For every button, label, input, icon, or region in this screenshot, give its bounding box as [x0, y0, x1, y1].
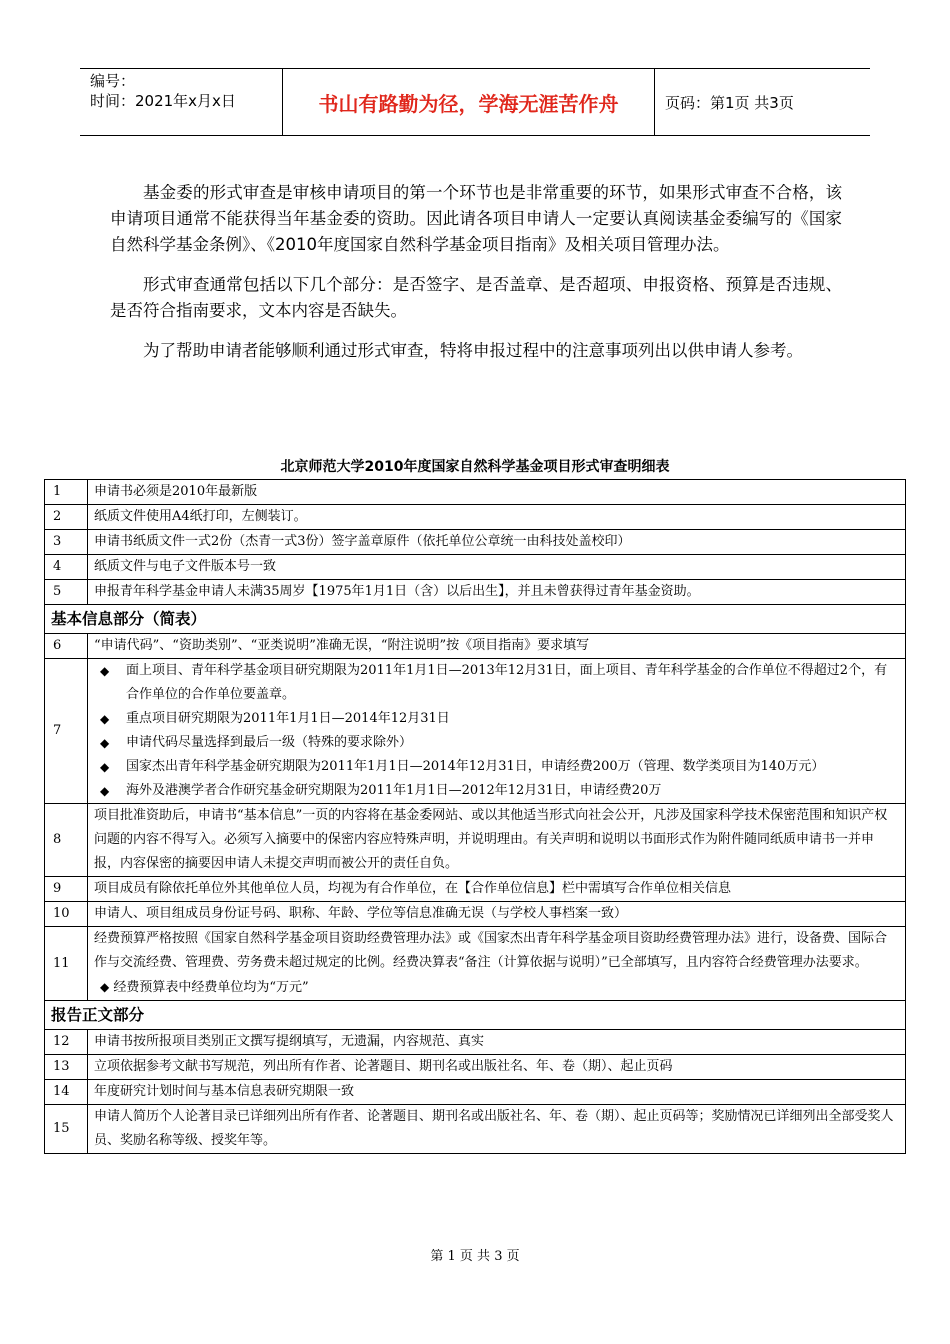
diamond-bullet-icon: ◆	[100, 712, 110, 726]
row-text: 纸质文件与电子文件版本号一致	[88, 555, 906, 580]
row-text: 申报青年科学基金申请人未满35周岁【1975年1月1日（含）以后出生】，并且未曾获得过青年基金资助。	[88, 580, 906, 605]
table-row	[45, 927, 906, 1001]
row-text: 申请人、项目组成员身份证号码、职称、年龄、学位等信息准确无误（与学校人事档案一致）	[88, 902, 906, 927]
document-time-label: 时间：2021年x月x日	[90, 92, 236, 110]
table-row	[45, 659, 906, 804]
row-number: 6	[45, 634, 88, 659]
table-row	[45, 1105, 906, 1154]
page-footer: 第 1 页 共 3 页	[430, 1249, 520, 1264]
diamond-bullet-icon: ◆	[100, 760, 110, 774]
row-number: 7	[45, 659, 88, 804]
bullet-text: 申请代码尽量选择到最后一级（特殊的要求除外）	[126, 735, 413, 750]
table-row	[45, 804, 906, 877]
table-row	[45, 505, 906, 530]
row-text: 立项依据参考文献书写规范，列出所有作者、论著题目、期刊名或出版社名、年、卷（期）、起止页码	[88, 1055, 906, 1080]
table-row	[45, 480, 906, 505]
row-number: 14	[45, 1080, 88, 1105]
row-text: 项目批准资助后，申请书“基本信息”一页的内容将在基金委网站、或以其他适当形式向社会公开，凡涉及国家科学技术保密范围和知识产权问题的内容不得写入。必须写入摘要中的保密内容应特殊声明，并说明理由。有关声明和说明以书面形式作为附件随同纸质申请书一并申报，内容保密的摘要因申请人未提交声明而被公开的责任自负。	[88, 804, 906, 877]
bullet-text: 经费预算表中经费单位均为“万元”	[113, 980, 309, 995]
bullet-item	[94, 975, 899, 1000]
intro-text	[110, 180, 842, 378]
row-number: 1	[45, 480, 88, 505]
row-number: 5	[45, 580, 88, 605]
bullet-text: 面上项目、青年科学基金项目研究期限为2011年1月1日—2013年12月31日，面上项目、青年科学基金的合作单位不得超过2个，有合作单位的合作单位要盖章。	[126, 663, 888, 702]
bullet-item	[94, 755, 899, 779]
table-row	[45, 1080, 906, 1105]
document-number-label: 编号：	[90, 72, 136, 90]
diamond-bullet-icon: ◆	[100, 980, 110, 994]
diamond-bullet-icon: ◆	[100, 736, 110, 750]
row-number: 11	[45, 927, 88, 1001]
row-text: 申请人简历个人论著目录已详细列出所有作者、论著题目、期刊名或出版社名、年、卷（期）、起止页码等；奖励情况已详细列出全部受奖人员、奖励名称等级、授奖年等。	[88, 1105, 906, 1154]
section-header-row	[45, 605, 906, 634]
row-text: 申请书必须是2010年最新版	[88, 480, 906, 505]
bullet-text: 重点项目研究期限为2011年1月1日—2014年12月31日	[126, 711, 450, 726]
section-header-row	[45, 1001, 906, 1030]
row-bullets	[88, 659, 906, 804]
row-text: 项目成员有除依托单位外其他单位人员，均视为有合作单位，在【合作单位信息】栏中需填写合作单位相关信息	[88, 877, 906, 902]
diamond-bullet-icon: ◆	[100, 784, 110, 798]
bullet-item	[94, 731, 899, 755]
row-text: 经费预算严格按照《国家自然科学基金项目资助经费管理办法》或《国家杰出青年科学基金项目资助经费管理办法》进行，设备费、国际合作与交流经费、管理费、劳务费未超过规定的比例。经费决算表“备注（计算依据与说明）”已全部填写，且内容符合经费管理办法要求。	[94, 931, 888, 970]
header-meta	[80, 69, 283, 135]
row-number: 2	[45, 505, 88, 530]
table-row	[45, 1055, 906, 1080]
diamond-bullet-icon: ◆	[100, 664, 110, 678]
row-text: “申请代码”、“资助类别”、“亚类说明”准确无误，“附注说明”按《项目指南》要求填写	[88, 634, 906, 659]
bullet-item	[94, 779, 899, 803]
intro-paragraph: 形式审查通常包括以下几个部分：是否签字、是否盖章、是否超项、申报资格、预算是否违规、是否符合指南要求，文本内容是否缺失。	[110, 275, 842, 320]
row-number: 10	[45, 902, 88, 927]
table-row	[45, 877, 906, 902]
table-row	[45, 530, 906, 555]
row-text: 申请书按所报项目类别正文撰写提纲填写，无遗漏，内容规范、真实	[88, 1030, 906, 1055]
row-number: 8	[45, 804, 88, 877]
row-number: 13	[45, 1055, 88, 1080]
bullet-text: 海外及港澳学者合作研究基金研究期限为2011年1月1日—2012年12月31日，申请经费20万	[126, 783, 662, 798]
row-text: 年度研究计划时间与基本信息表研究期限一致	[88, 1080, 906, 1105]
row-number: 4	[45, 555, 88, 580]
row-number: 12	[45, 1030, 88, 1055]
row-content	[88, 927, 906, 1001]
table-row	[45, 580, 906, 605]
table-row	[45, 1030, 906, 1055]
row-number: 15	[45, 1105, 88, 1154]
table-row	[45, 555, 906, 580]
bullet-item	[94, 707, 899, 731]
section-title-report-body: 报告正文部分	[45, 1001, 906, 1030]
table-title: 北京师范大学2010年度国家自然科学基金项目形式审查明细表	[280, 459, 670, 475]
row-number: 9	[45, 877, 88, 902]
table-row	[45, 902, 906, 927]
bullet-item	[94, 659, 899, 707]
bullet-text: 国家杰出青年科学基金研究期限为2011年1月1日—2014年12月31日，申请经费200万（管理、数学类项目为140万元）	[126, 759, 825, 774]
header-page-info: 页码：第1页 共3页	[665, 93, 794, 112]
table-row	[45, 634, 906, 659]
review-detail-table	[44, 479, 906, 1154]
row-text: 申请书纸质文件一式2份（杰青一式3份）签字盖章原件（依托单位公章统一由科技处盖校印）	[88, 530, 906, 555]
intro-paragraph: 基金委的形式审查是审核申请项目的第一个环节也是非常重要的环节，如果形式审查不合格，该申请项目通常不能获得当年基金委的资助。因此请各项目申请人一定要认真阅读基金委编写的《国家自然科学基金条例》、《2010年度国家自然科学基金项目指南》及相关项目管理办法。	[110, 183, 842, 254]
section-title-basic-info: 基本信息部分（简表）	[45, 605, 906, 634]
intro-paragraph: 为了帮助申请者能够顺利通过形式审查，特将申报过程中的注意事项列出以供申请人参考。	[143, 341, 803, 360]
row-number: 3	[45, 530, 88, 555]
header-motto: 书山有路勤为径，学海无涯苦作舟	[283, 69, 655, 135]
page-header	[80, 68, 870, 136]
row-text: 纸质文件使用A4纸打印，左侧装订。	[88, 505, 906, 530]
